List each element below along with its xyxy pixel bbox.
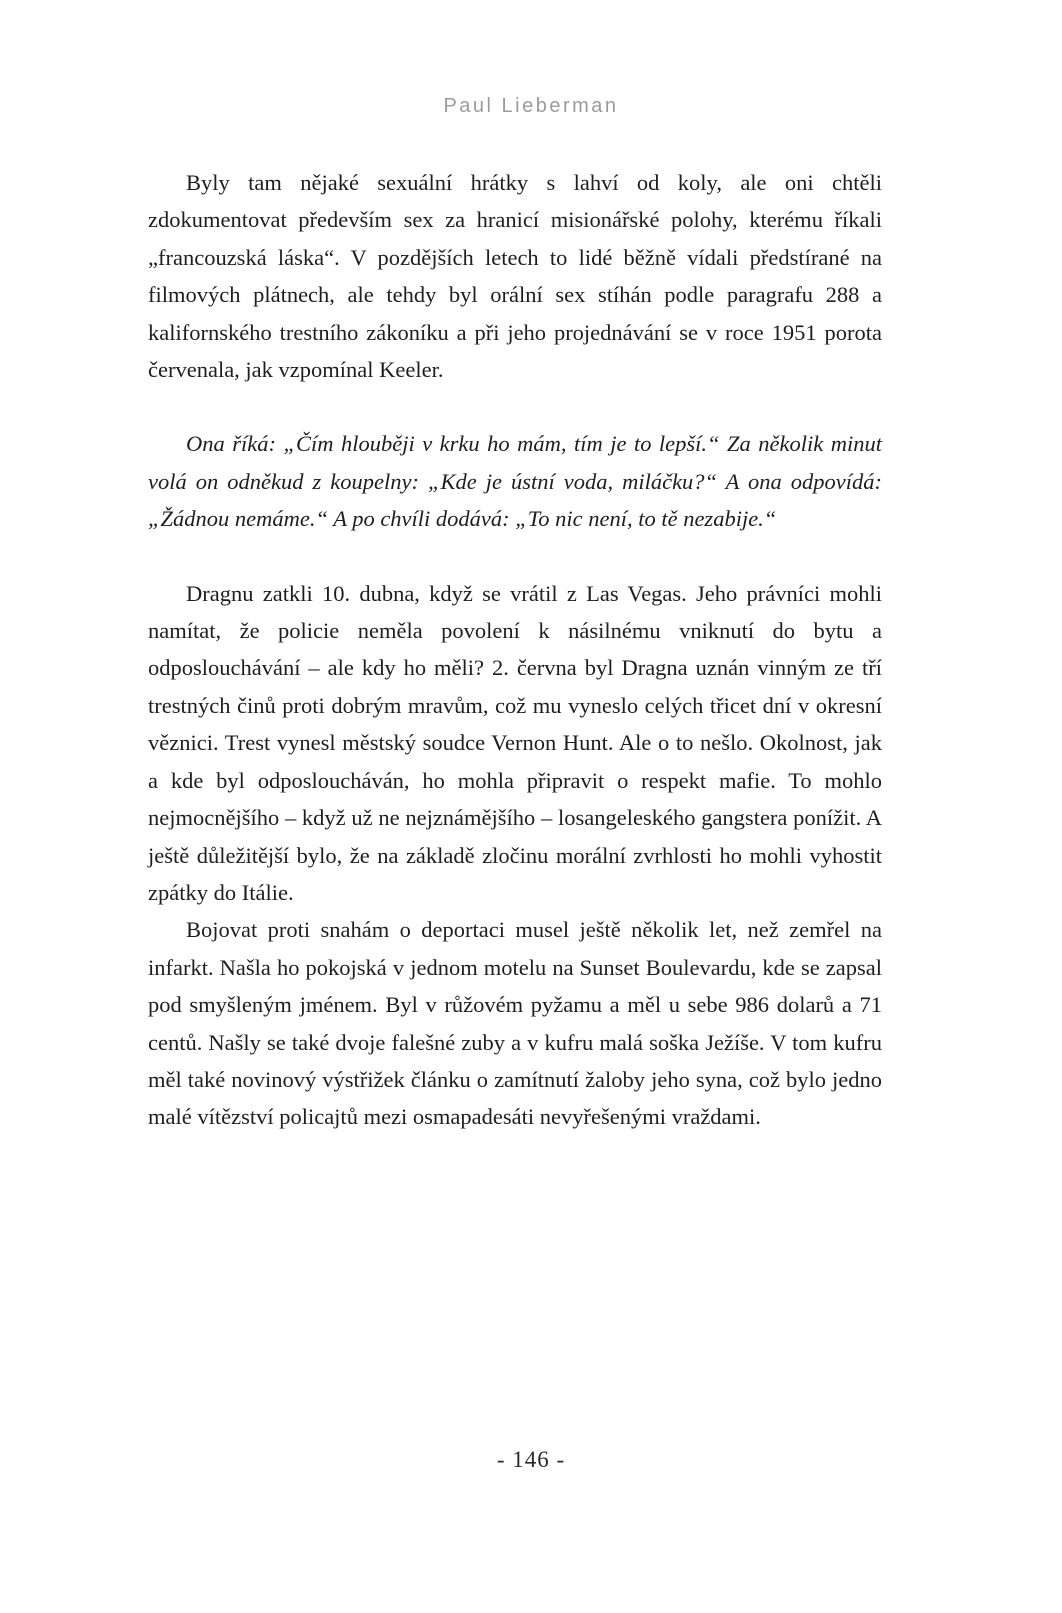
text-block <box>148 164 882 1136</box>
paragraph-deportation: Bojovat proti snahám o deportaci musel ještě několik let, než zemřel na infarkt. Našla ho pokojská v jednom motelu na Sunset Boulevardu, kde se zapsal pod smyšleným jménem. Byl v růžovém pyžamu a měl u sebe 986 dolarů a 71 centů. Našly se také dvoje falešné zuby a v kufru malá soška Ježíše. V tom kufru měl také novinový výstřižek článku o zamítnutí žaloby jeho syna, což bylo jedno malé vítězství policajtů mezi osmapadesáti nevyřešenými vraždami. <box>148 917 882 1130</box>
page-number: - 146 - <box>496 1447 566 1472</box>
paragraph-koly: Byly tam nějaké sexuální hrátky s lahví od koly, ale oni chtěli zdokumentovat především sex za hranicí misionářské polohy, kterému říkali „francouzská láska“. V pozdějších letech to lidé běžně vídali předstírané na filmových plátnech, ale tehdy byl orální sex stíhán podle paragrafu 288 a kalifornského trestního zákoníku a při jeho projednávání se v roce 1951 porota červenala, jak vzpomínal Keeler. <box>148 170 882 383</box>
running-head: Paul Lieberman <box>443 95 619 117</box>
paragraph-quote-italic: Ona říká: „Čím hlouběji v krku ho mám, tím je to lepší.“ Za několik minut volá on odněkud z koupelny: „Kde je ústní voda, miláčku?“ A ona odpovídá: „Žádnou nemáme.“ A po chvíli dodává: „To nic není, to tě nezabije.“ <box>148 431 882 532</box>
paragraph-dragna-arrest: Dragnu zatkli 10. dubna, když se vrátil z Las Vegas. Jeho právníci mohli namítat, že policie neměla povolení k násilnému vniknutí do bytu a odposlouchávání – ale kdy ho měli? 2. června byl Dragna uznán vinným ze tří trestných činů proti dobrým mravům, což mu vyneslo celých třicet dní v okresní věznici. Trest vynesl městský soudce Vernon Hunt. Ale o to nešlo. Okolnost, jak a kde byl odposloucháván, ho mohla připravit o respekt mafie. To mohlo nejmocnějšího – když už ne nejznámějšího – losangeleského gangstera ponížit. A ještě důležitější bylo, že na základě zločinu morální zvrhlosti ho mohli vyhostit zpátky do Itálie. <box>148 580 882 905</box>
